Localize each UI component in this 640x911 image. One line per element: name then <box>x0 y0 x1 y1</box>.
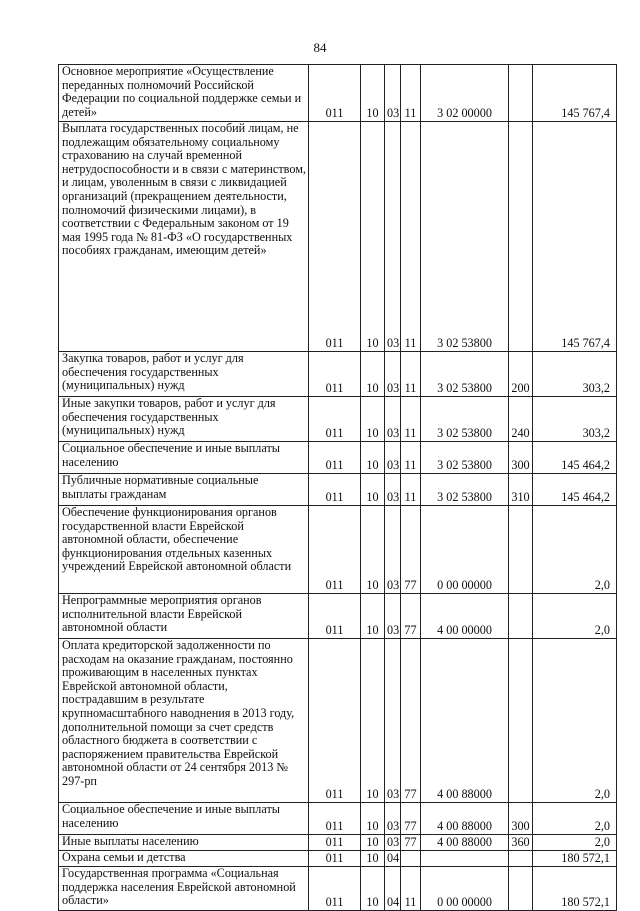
row-description: Публичные нормативные социальные выплаты гражданам <box>59 474 309 506</box>
program-code: 77 <box>401 594 421 639</box>
section-code: 10 <box>361 639 385 803</box>
grbs-code: 011 <box>309 442 361 474</box>
program-code: 77 <box>401 835 421 851</box>
row-description: Охрана семьи и детства <box>59 851 309 867</box>
expense-type-code: 240 <box>509 397 533 442</box>
subsection-code: 03 <box>385 594 401 639</box>
expense-type-code: 310 <box>509 474 533 506</box>
subsection-code: 03 <box>385 65 401 122</box>
target-article-code: 3 02 53800 <box>421 442 509 474</box>
target-article-code: 4 00 88000 <box>421 803 509 835</box>
subsection-code: 03 <box>385 397 401 442</box>
subsection-code: 03 <box>385 835 401 851</box>
amount: 2,0 <box>533 506 617 594</box>
expense-type-code <box>509 506 533 594</box>
subsection-code: 03 <box>385 122 401 352</box>
row-description: Закупка товаров, работ и услуг для обеспечения государственных (муниципальных) нужд <box>59 352 309 397</box>
table-row <box>59 506 617 594</box>
program-code: 77 <box>401 639 421 803</box>
expense-type-code: 300 <box>509 803 533 835</box>
section-code: 10 <box>361 506 385 594</box>
grbs-code: 011 <box>309 506 361 594</box>
grbs-code: 011 <box>309 397 361 442</box>
row-description: Обеспечение функционирования органов государственной власти Еврейской автономной области, обеспечение функционирования отдельных казенных учреждений Еврейской автономной области <box>59 506 309 594</box>
target-article-code: 3 02 00000 <box>421 65 509 122</box>
program-code: 11 <box>401 867 421 911</box>
grbs-code: 011 <box>309 594 361 639</box>
program-code: 11 <box>401 122 421 352</box>
target-article-code: 4 00 88000 <box>421 639 509 803</box>
target-article-code <box>421 851 509 867</box>
grbs-code: 011 <box>309 352 361 397</box>
amount: 180 572,1 <box>533 851 617 867</box>
target-article-code: 0 00 00000 <box>421 506 509 594</box>
table-row <box>59 442 617 474</box>
expense-type-code: 200 <box>509 352 533 397</box>
amount: 303,2 <box>533 397 617 442</box>
program-code <box>401 851 421 867</box>
expense-type-code <box>509 867 533 911</box>
amount: 145 464,2 <box>533 474 617 506</box>
grbs-code: 011 <box>309 851 361 867</box>
row-description: Социальное обеспечение и иные выплаты населению <box>59 803 309 835</box>
program-code: 11 <box>401 65 421 122</box>
program-code: 77 <box>401 803 421 835</box>
grbs-code: 011 <box>309 639 361 803</box>
amount: 2,0 <box>533 594 617 639</box>
amount: 145 767,4 <box>533 65 617 122</box>
subsection-code: 03 <box>385 474 401 506</box>
section-code: 10 <box>361 851 385 867</box>
row-description: Оплата кредиторской задолженности по расходам на оказание гражданам, постоянно проживающим в населенных пунктах Еврейской автономной области, пострадавшим в результате крупномасштабного наводнения в 2013 году, дополнительной помощи за счет средств областного бюджета в соответствии с распоряжением правительства Еврейской автономной области от 24 сентября 2013 № 297-рп <box>59 639 309 803</box>
expense-type-code <box>509 65 533 122</box>
amount: 180 572,1 <box>533 867 617 911</box>
subsection-code: 03 <box>385 506 401 594</box>
table-row <box>59 867 617 911</box>
expense-type-code: 300 <box>509 442 533 474</box>
section-code: 10 <box>361 397 385 442</box>
table-row <box>59 352 617 397</box>
row-description: Иные закупки товаров, работ и услуг для обеспечения государственных (муниципальных) нужд <box>59 397 309 442</box>
table-row <box>59 397 617 442</box>
expense-type-code: 360 <box>509 835 533 851</box>
table-row <box>59 639 617 803</box>
grbs-code: 011 <box>309 65 361 122</box>
section-code: 10 <box>361 867 385 911</box>
row-description: Иные выплаты населению <box>59 835 309 851</box>
amount: 303,2 <box>533 352 617 397</box>
target-article-code: 3 02 53800 <box>421 122 509 352</box>
target-article-code: 3 02 53800 <box>421 397 509 442</box>
amount: 145 767,4 <box>533 122 617 352</box>
grbs-code: 011 <box>309 835 361 851</box>
section-code: 10 <box>361 474 385 506</box>
table-row <box>59 803 617 835</box>
section-code: 10 <box>361 835 385 851</box>
program-code: 77 <box>401 506 421 594</box>
expense-type-code <box>509 122 533 352</box>
section-code: 10 <box>361 803 385 835</box>
program-code: 11 <box>401 352 421 397</box>
subsection-code: 03 <box>385 352 401 397</box>
section-code: 10 <box>361 352 385 397</box>
budget-table <box>58 64 617 911</box>
program-code: 11 <box>401 442 421 474</box>
table-row <box>59 835 617 851</box>
grbs-code: 011 <box>309 867 361 911</box>
target-article-code: 3 02 53800 <box>421 474 509 506</box>
row-description: Основное мероприятие «Осуществление переданных полномочий Российской Федерации по социальной поддержке семьи и детей» <box>59 65 309 122</box>
section-code: 10 <box>361 65 385 122</box>
table-row <box>59 851 617 867</box>
row-description: Непрограммные мероприятия органов исполнительной власти Еврейской автономной области <box>59 594 309 639</box>
expense-type-code <box>509 851 533 867</box>
row-description: Социальное обеспечение и иные выплаты населению <box>59 442 309 474</box>
amount: 2,0 <box>533 835 617 851</box>
amount: 145 464,2 <box>533 442 617 474</box>
grbs-code: 011 <box>309 122 361 352</box>
table-row <box>59 65 617 122</box>
subsection-code: 04 <box>385 851 401 867</box>
amount: 2,0 <box>533 639 617 803</box>
page-number: 84 <box>313 40 327 55</box>
grbs-code: 011 <box>309 803 361 835</box>
section-code: 10 <box>361 442 385 474</box>
table-row <box>59 122 617 352</box>
section-code: 10 <box>361 122 385 352</box>
amount: 2,0 <box>533 803 617 835</box>
expense-type-code <box>509 639 533 803</box>
table-row <box>59 474 617 506</box>
subsection-code: 04 <box>385 867 401 911</box>
row-description: Государственная программа «Социальная поддержка населения Еврейской автономной области» <box>59 867 309 911</box>
target-article-code: 4 00 00000 <box>421 594 509 639</box>
grbs-code: 011 <box>309 474 361 506</box>
target-article-code: 0 00 00000 <box>421 867 509 911</box>
expense-type-code <box>509 594 533 639</box>
section-code: 10 <box>361 594 385 639</box>
table-row <box>59 594 617 639</box>
subsection-code: 03 <box>385 442 401 474</box>
target-article-code: 3 02 53800 <box>421 352 509 397</box>
subsection-code: 03 <box>385 639 401 803</box>
target-article-code: 4 00 88000 <box>421 835 509 851</box>
program-code: 11 <box>401 474 421 506</box>
row-description: Выплата государственных пособий лицам, не подлежащим обязательному социальному страхованию на случай временной нетрудоспособности и в связи с материнством, и лицам, уволенным в связи с ликвидацией организаций (прекращением деятельности, полномочий физическими лицами), в соответствии с Федеральным законом от 19 мая 1995 года № 81-ФЗ «О государственных пособиях гражданам, имеющим детей» <box>59 122 309 352</box>
program-code: 11 <box>401 397 421 442</box>
subsection-code: 03 <box>385 803 401 835</box>
